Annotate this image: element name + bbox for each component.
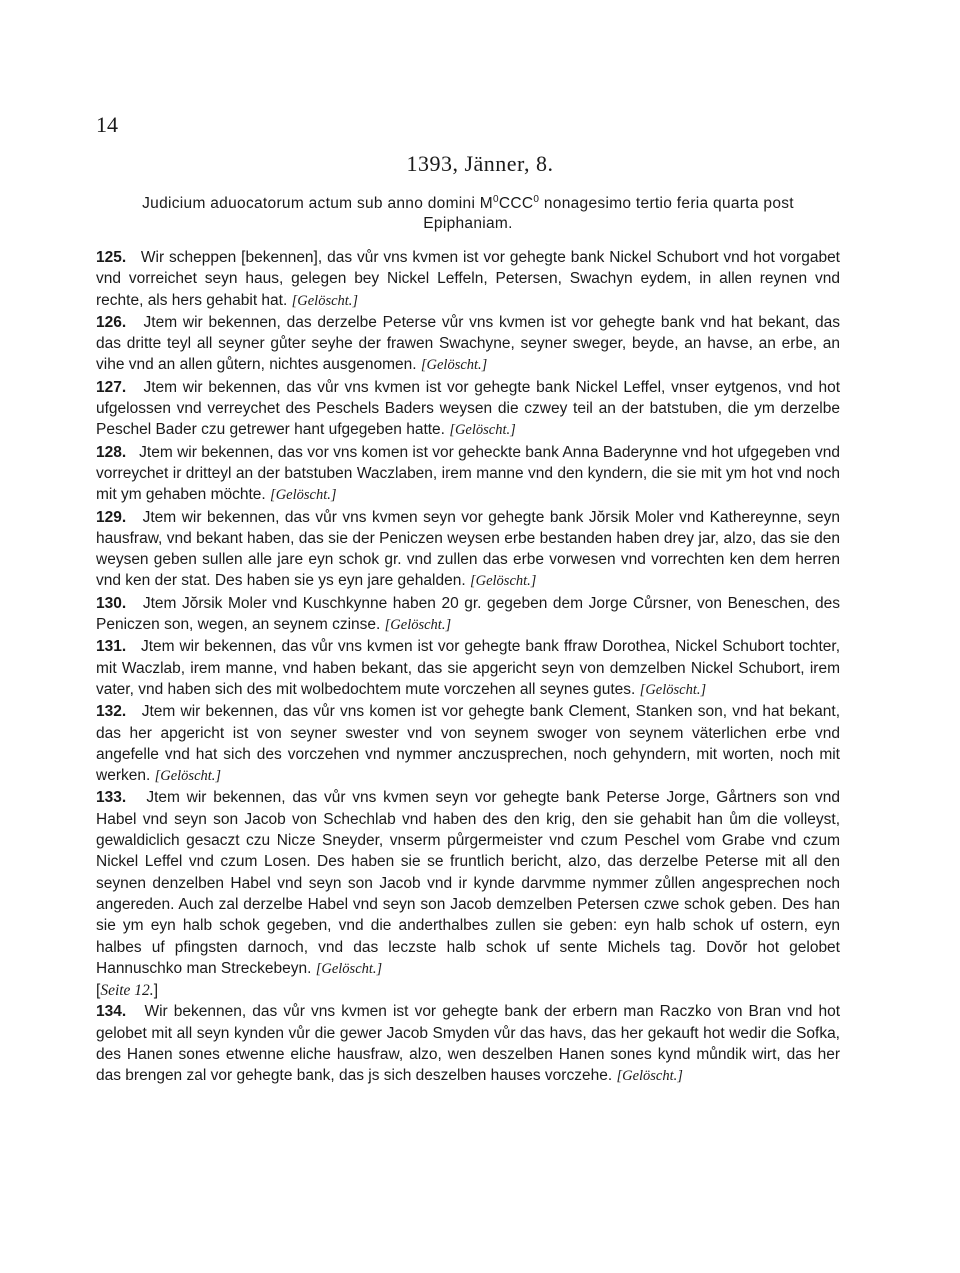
deleted-note: [Gelöscht.]: [639, 681, 707, 698]
entry-text: Jtem wir bekennen, das vor vns komen ist vor geheckte bank Anna Baderynne vnd hot ufgegeben vnd vorreychet ir dritteyl an der batstuben Waczlaben, irem manne vnd den kyndern, die sie mit ym hot vnd noch mit ym gehaben möchte.: [96, 443, 840, 504]
date-heading: 1393, Jänner, 8.: [406, 151, 554, 176]
entry-number: 133.: [96, 789, 127, 807]
page-reference-text: Seite 12.: [100, 982, 154, 1000]
entry-131: [96, 636, 840, 701]
deleted-note: [Gelöscht.]: [291, 292, 359, 309]
deleted-note: [Gelöscht.]: [449, 422, 516, 439]
page-reference: [96, 982, 158, 999]
entry-128: [96, 442, 840, 507]
entry-125: [96, 247, 840, 312]
entry-134: [96, 1001, 840, 1087]
entry-number: 127.: [96, 378, 127, 396]
entry-number: 130.: [96, 594, 127, 612]
entry-130: [96, 593, 840, 637]
entry-text: Jtem wir bekennen, das vůr vns kvmen seyn vor gehegte bank Jŏrsik Moler vnd Kathereynne, seyn hausfraw, vnd bekant haben, das sie der Peniczen weysen erbe bestanden haben drey jar, alzo, das sie den weysen geben sullen alle jare eyn schok gr. vnd zullen das erbe vorwesen vnd vorrechten ken dem herren vnd ken der stat. Des haben sie ys eyn jare gehalden.: [96, 508, 841, 590]
entry-133: [96, 787, 840, 1001]
entries-body: [96, 247, 840, 1088]
entry-number: 134.: [96, 1003, 127, 1021]
heading-superscript: 0: [493, 194, 499, 205]
entry-number: 128.: [96, 443, 127, 461]
deleted-note: [Gelöscht.]: [270, 487, 337, 504]
entry-number: 126.: [96, 313, 127, 331]
heading-text-pre: Judicium aduocatorum actum sub anno domini M: [142, 195, 494, 212]
entry-129: [96, 507, 840, 593]
entry-text: Wir scheppen [bekennen], das vůr vns kvmen ist vor gehegte bank Nickel Schubort vnd hot vorgabet vnd vorreichet seyn haus, gelegen bey Nickel Leffeln, Petersen, Swachyn eydem, in allen reynen vnd rechte, als hers gehabit hat.: [96, 249, 840, 309]
deleted-note: [Gelöscht.]: [315, 960, 383, 977]
entry-132: [96, 701, 840, 787]
entry-text: Jtem wir bekennen, das vůr vns kvmen ist vor gehegte bank Nickel Leffel, vnser eytgenos, vnd hot ufgelossen vnd verreychet des Peschels Baders weysen die czwey teil an der batstuben, die ym derzelbe Peschel Bader czu getrewer hant ufgegeben hatte.: [96, 378, 840, 439]
entry-text: Wir bekennen, das vůr vns kvmen ist vor gehegte bank der erbern man Raczko von Bran vnd hot gelobet mit all seyn kynden vůr die gewer Jacob Smyden vůr das havs, das her gekauft hot wedir die Sofka, des Hanen sones etwenne eliche hausfraw, alzo, wen deszelben Hanen sones kynd můndik wirt, das her das brengen zal vor gehegte bank, das js sich deszelben hauses vorczehe.: [96, 1003, 841, 1085]
entry-text: Jtem wir bekennen, das vůr vns kvmen seyn vor gehegte bank Peterse Jorge, Gårtners son vnd Habel vnd seyn son Jacob von Schechlab vnd haben des den krig, den sie gehabit han ům die volleyst, gewaldiclich gesaczt czu Nicze Sneyder, vnserm půrgermeister vnd czum Peschel vom Grabe vnd czum Nickel Leffel vnd czum Losen. Des haben sie se fruntlich bericht, alzo, das derzelbe Peterse mit all den seynen denzelben Habel vnd seyn son Jacob vnd ir kynde darvmme nymmer zůllen angesprechen noch angereden. Auch zal derzelbe Habel vnd seyn son Jacob demzelben Petersen czwe schok geben. Des han sie ym eyn halb schok gegeben, vnd die anderthalbes zullen sie geben: eyn halb schok uf ostern, eyn halbes uf pfingsten darnoch, vnd das leczste halb schok uf sente Michels tag. Dovŏr hot gelobet Hannuschko man Streckebeyn.: [96, 789, 841, 977]
deleted-note: [Gelöscht.]: [384, 617, 452, 634]
entry-text: Jtem wir bekennen, das vůr vns komen ist vor gehegte bank Clement, Stanken son, vnd hat bekant, das her apgericht ist von seyner swester vnd von seynem swoger von seynem väterlichen erbe vnd angefelle vnd hat sich des vorczehen vnd nymmer anczusprechen, noch gehyndern, mit worten, noch mit werken.: [96, 703, 840, 785]
page-reference-bracket: [: [96, 982, 101, 1000]
deleted-note: [Gelöscht.]: [616, 1068, 683, 1085]
page-reference-bracket: ]: [153, 982, 158, 1000]
deleted-note: [Gelöscht.]: [154, 768, 222, 785]
entry-number: 132.: [96, 703, 127, 721]
entry-text: Jtem wir bekennen, das derzelbe Peterse vůr vns kvmen ist vor gehegte bank vnd hat bekant, das das dritte teyl all seyner gůter seyhe der frawen Swachyne, seyner sweger, beyde, an havse, an erbe, an vihe vnd an allen gůtern, nichtes ausgenomen.: [96, 313, 840, 374]
entry-number: 131.: [96, 638, 127, 656]
heading-text-mid: CCC: [498, 195, 534, 212]
heading-superscript: 0: [533, 194, 540, 205]
page-number: 14: [96, 112, 118, 137]
heading-text-post: nonagesimo tertio feria quarta post Epiphaniam.: [423, 195, 794, 232]
entry-126: [96, 312, 840, 377]
deleted-note: [Gelöscht.]: [420, 357, 488, 374]
entry-number: 125.: [96, 249, 127, 266]
entry-127: [96, 377, 840, 442]
record-heading: [96, 190, 840, 234]
entry-text: Jtem Jŏrsik Moler vnd Kuschkynne haben 20 gr. gegeben dem Jorge Cůrsner, von Beneschen, des Peniczen son, wegen, an seynem czinse.: [96, 594, 840, 634]
entry-number: 129.: [96, 508, 127, 526]
deleted-note: [Gelöscht.]: [469, 573, 537, 590]
entry-text: Jtem wir bekennen, das vůr vns kvmen ist vor gehegte bank ffraw Dorothea, Nickel Schubort tochter, mit Waczlab, irem manne, vnd haben bekant, das sie apgericht seyn von demzelben Nickel Schubort, irem vater, vnd haben sich des mit wolbedochtem mute vorczehen all seynes gutes.: [96, 638, 841, 698]
